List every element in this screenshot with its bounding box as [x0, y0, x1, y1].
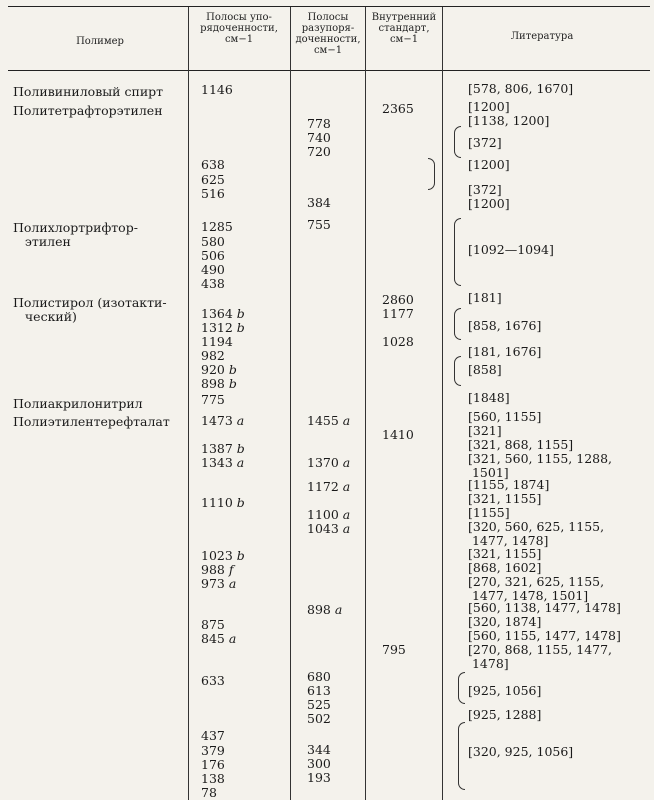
literature-reference: [560, 1155, 1477, 1478] [468, 628, 621, 643]
disordered-band [307, 131, 331, 145]
band-value: 1110 [201, 495, 233, 510]
literature-reference: [858] [468, 362, 502, 377]
column-divider [365, 7, 366, 800]
literature-reference: [321] [468, 423, 502, 438]
ordered-band [201, 772, 225, 786]
ordered-band [201, 442, 245, 456]
disordered-band [307, 757, 331, 771]
band-value: 613 [307, 683, 331, 698]
band-value: 1364 [201, 306, 233, 321]
band-value: 490 [201, 262, 225, 277]
band-value: 638 [201, 157, 225, 172]
band-value: 384 [307, 195, 331, 210]
literature-reference: [1138, 1200] [468, 113, 550, 128]
ordered-band [201, 758, 225, 772]
band-value: 680 [307, 669, 331, 684]
band-value: 1473 [201, 413, 233, 428]
band-value: 1312 [201, 320, 233, 335]
disordered-band [307, 117, 331, 131]
ordered-band [201, 173, 225, 187]
literature-reference: [868, 1602] [468, 560, 542, 575]
ordered-band [201, 618, 225, 632]
band-value: 193 [307, 770, 331, 785]
ordered-band [201, 729, 225, 743]
band-value: 379 [201, 743, 225, 758]
band-value: 625 [201, 172, 225, 187]
band-value: 633 [201, 673, 225, 688]
literature-reference: [1155, 1874] [468, 477, 550, 492]
disordered-band [307, 743, 331, 757]
band-value: 1387 [201, 441, 233, 456]
band-value: 920 [201, 362, 225, 377]
disordered-band [307, 196, 331, 210]
literature-reference: [321, 1155] [468, 491, 542, 506]
band-value: 300 [307, 756, 331, 771]
grouping-brace [458, 722, 465, 790]
band-mark: f [224, 562, 234, 577]
band-mark: a [338, 507, 351, 522]
band-value: 1194 [201, 334, 233, 349]
column-divider [290, 7, 291, 800]
header-internal-standard: Внутренний стандарт, см−1 [371, 12, 437, 45]
band-value: 437 [201, 728, 225, 743]
grouping-brace [454, 356, 461, 386]
internal-standard-value: 2365 [382, 101, 414, 116]
internal-standard-value: 1410 [382, 427, 414, 442]
band-value: 344 [307, 742, 331, 757]
band-value: 775 [201, 392, 225, 407]
disordered-band [307, 456, 350, 470]
ordered-band [201, 744, 225, 758]
ordered-band [201, 549, 245, 563]
band-value: 1146 [201, 82, 233, 97]
band-value: 1455 [307, 413, 339, 428]
band-mark: a [224, 576, 237, 591]
literature-reference: [1848] [468, 390, 510, 405]
band-value: 1172 [307, 479, 339, 494]
band-mark: b [232, 548, 245, 563]
literature-reference: [321, 560, 1155, 1288, 1501] [468, 451, 613, 480]
band-value: 988 [201, 562, 225, 577]
ordered-band [201, 456, 244, 470]
internal-standard-value: 1177 [382, 306, 414, 321]
grouping-brace [454, 126, 461, 158]
band-value: 778 [307, 116, 331, 131]
header-disordered-bands: Полосы разупоря- доченности, см−1 [295, 12, 361, 56]
table-top-rule [8, 6, 650, 7]
internal-standard-value: 2860 [382, 292, 414, 307]
literature-reference: [181, 1676] [468, 344, 542, 359]
literature-reference: [372] [468, 135, 502, 150]
band-value: 1023 [201, 548, 233, 563]
literature-reference: [181] [468, 290, 502, 305]
ordered-band [201, 158, 225, 172]
literature-reference: [578, 806, 1670] [468, 81, 574, 96]
band-value: 1100 [307, 507, 339, 522]
band-mark: a [330, 602, 343, 617]
band-value: 720 [307, 144, 331, 159]
ordered-band [201, 577, 236, 591]
ordered-band [201, 249, 225, 263]
literature-reference: [372] [468, 182, 502, 197]
band-value: 502 [307, 711, 331, 726]
ordered-band [201, 786, 217, 800]
disordered-band [307, 712, 331, 726]
ordered-band [201, 496, 245, 510]
band-value: 506 [201, 248, 225, 263]
band-value: 898 [307, 602, 331, 617]
disordered-band [307, 698, 331, 712]
band-value: 898 [201, 376, 225, 391]
literature-reference: [1092—1094] [468, 242, 554, 257]
literature-reference: [321, 1155] [468, 546, 542, 561]
literature-reference: [560, 1155] [468, 409, 542, 424]
band-value: 176 [201, 757, 225, 772]
literature-reference: [925, 1288] [468, 707, 542, 722]
band-value: 973 [201, 576, 225, 591]
grouping-brace [428, 158, 435, 190]
band-value: 1370 [307, 455, 339, 470]
literature-reference: [560, 1138, 1477, 1478] [468, 600, 621, 615]
band-mark: a [232, 455, 245, 470]
literature-reference: [320, 925, 1056] [468, 744, 574, 759]
band-value: 740 [307, 130, 331, 145]
literature-reference: [270, 868, 1155, 1477, 1478] [468, 642, 613, 671]
grouping-brace [458, 672, 465, 704]
polymer-name: Полиакрилонитрил [13, 396, 143, 411]
band-value: 438 [201, 276, 225, 291]
disordered-band [307, 480, 350, 494]
band-value: 78 [201, 785, 217, 800]
ordered-band [201, 674, 225, 688]
ordered-band [201, 187, 225, 201]
band-mark: a [338, 479, 351, 494]
band-mark: b [224, 376, 237, 391]
column-divider [188, 7, 189, 800]
ordered-band [201, 363, 237, 377]
band-mark: a [224, 631, 237, 646]
literature-reference: [321, 868, 1155] [468, 437, 574, 452]
ordered-band [201, 632, 236, 646]
band-value: 1043 [307, 521, 339, 536]
literature-reference: [858, 1676] [468, 318, 542, 333]
band-value: 138 [201, 771, 225, 786]
literature-reference: [1200] [468, 99, 510, 114]
ordered-band [201, 235, 225, 249]
column-divider [442, 7, 443, 800]
band-value: 525 [307, 697, 331, 712]
disordered-band [307, 522, 350, 536]
ordered-band [201, 414, 244, 428]
band-mark: b [232, 495, 245, 510]
header-ordered-bands: Полосы упо- рядоченности, см−1 [200, 12, 278, 45]
band-mark: a [232, 413, 245, 428]
literature-reference: [1155] [468, 505, 510, 520]
band-mark: b [232, 441, 245, 456]
disordered-band [307, 218, 331, 232]
literature-reference: [270, 321, 625, 1155, 1477, 1478, 1501] [468, 574, 605, 603]
band-mark: b [224, 362, 237, 377]
ordered-band [201, 335, 233, 349]
disordered-band [307, 670, 331, 684]
literature-reference: [1200] [468, 157, 510, 172]
literature-reference: [320, 1874] [468, 614, 542, 629]
disordered-band [307, 414, 350, 428]
polymer-name: Поливиниловый спирт [13, 84, 164, 99]
header-polymer: Полимер [76, 36, 124, 47]
ordered-band [201, 277, 225, 291]
ordered-band [201, 393, 225, 407]
grouping-brace [454, 218, 461, 286]
literature-reference: [925, 1056] [468, 683, 542, 698]
polymer-name: Полихлортрифтор- этилен [13, 220, 138, 249]
band-value: 755 [307, 217, 331, 232]
table-header-rule [8, 70, 650, 71]
internal-standard-value: 1028 [382, 334, 414, 349]
band-value: 875 [201, 617, 225, 632]
ordered-band [201, 377, 237, 391]
grouping-brace [454, 308, 461, 340]
disordered-band [307, 145, 331, 159]
band-value: 982 [201, 348, 225, 363]
band-mark: b [232, 320, 245, 335]
ordered-band [201, 263, 225, 277]
literature-reference: [320, 560, 625, 1155, 1477, 1478] [468, 519, 605, 548]
band-value: 580 [201, 234, 225, 249]
band-mark: b [232, 306, 245, 321]
ordered-band [201, 307, 245, 321]
band-value: 1285 [201, 219, 233, 234]
ordered-band [201, 321, 245, 335]
band-value: 516 [201, 186, 225, 201]
ordered-band [201, 563, 233, 577]
ordered-band [201, 349, 225, 363]
band-value: 845 [201, 631, 225, 646]
disordered-band [307, 771, 331, 785]
band-mark: a [338, 521, 351, 536]
polymer-name: Полистирол (изотакти- ческий) [13, 295, 167, 324]
band-value: 1343 [201, 455, 233, 470]
literature-reference: [1200] [468, 196, 510, 211]
band-mark: a [338, 455, 351, 470]
polymer-name: Полиэтилентерефталат [13, 414, 170, 429]
disordered-band [307, 508, 350, 522]
ordered-band [201, 220, 233, 234]
ordered-band [201, 83, 233, 97]
band-mark: a [338, 413, 351, 428]
disordered-band [307, 684, 331, 698]
polymer-name: Политетрафторэтилен [13, 103, 163, 118]
header-literature: Литература [510, 31, 574, 42]
disordered-band [307, 603, 342, 617]
internal-standard-value: 795 [382, 642, 406, 657]
